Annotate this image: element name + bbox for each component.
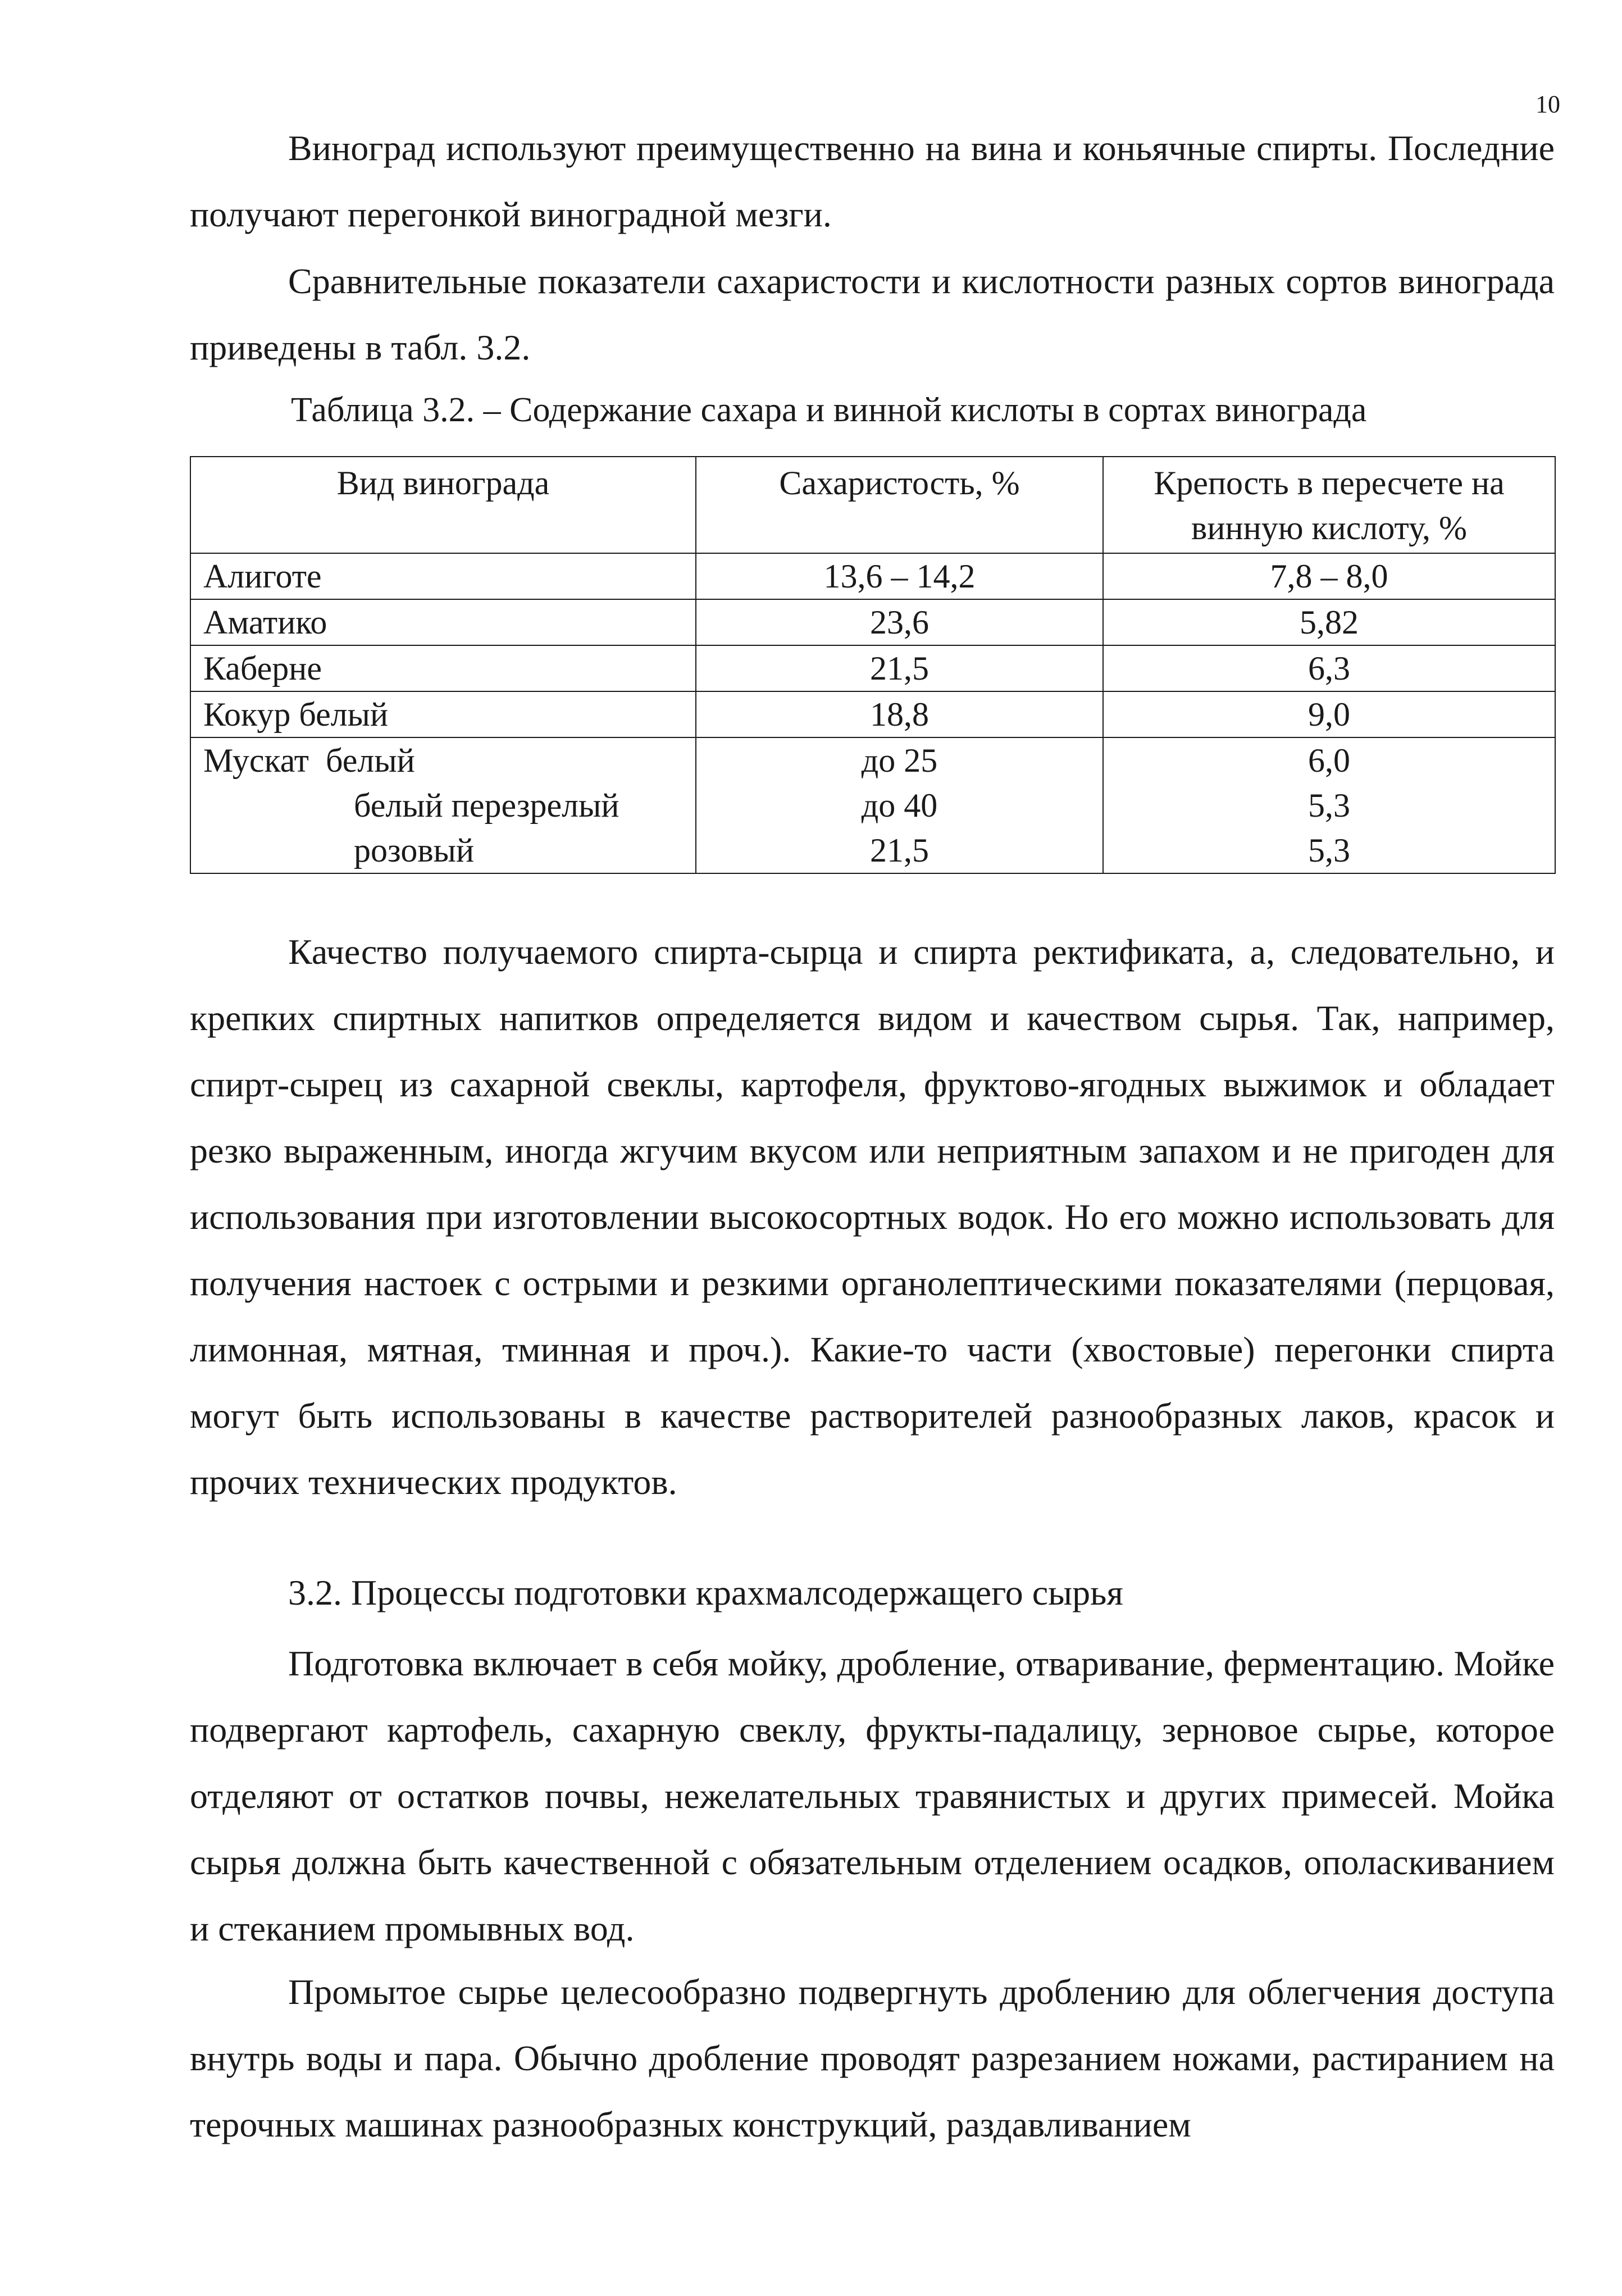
cell-sugar: 23,6 (696, 599, 1103, 645)
header-acid: Крепость в пересчете на винную кислоту, % (1103, 457, 1555, 553)
section-heading: 3.2. Процессы подготовки крахмалсодержащего сырья (288, 1573, 1123, 1612)
cell-variety: Алиготе (190, 553, 696, 599)
paragraph-spirit-quality: Качество получаемого спирта-сырца и спирта ректификата, а, следовательно, и крепких спиртных напитков определяется видом и качеством сырья. Так, например, спирт-сырец из сахарной свеклы, картофеля, фруктово-ягодных выжимок и обладает резко выраженным, иногда жгучим вкусом или неприятным запахом и не пригоден для использования при изготовлении высокосортных водок. Но его можно использовать для получения настоек с острыми и резкими органолептическими показателями (перцовая, лимонная, мятная, тминная и проч.). Какие-то части (хвостовые) перегонки спирта могут быть использованы в качестве растворителей разнообразных лаков, красок и прочих технических продуктов. (190, 932, 1555, 1502)
muscat-white-acid: 6,0 (1308, 742, 1350, 779)
cell-acid: 9,0 (1103, 691, 1555, 737)
table-caption: Таблица 3.2. – Содержание сахара и винной кислоты в сортах винограда (291, 391, 1367, 429)
muscat-pink-label: розовый (354, 832, 475, 869)
muscat-white-sugar: до 25 (861, 742, 938, 779)
cell-variety: Аматико (190, 599, 696, 645)
cell-variety: Кокур белый (190, 691, 696, 737)
muscat-overripe-label: белый перезрелый (354, 787, 619, 824)
muscat-overripe-acid: 5,3 (1308, 787, 1350, 824)
cell-acid-muscat (1103, 737, 1555, 873)
table-header-row (190, 457, 1555, 553)
header-variety: Вид винограда (190, 457, 696, 553)
table-row-muscat (190, 737, 1555, 873)
table-row (190, 645, 1555, 691)
page-number: 10 (1536, 90, 1560, 118)
table-row (190, 553, 1555, 599)
cell-sugar: 21,5 (696, 645, 1103, 691)
muscat-overripe-sugar: до 40 (861, 787, 938, 824)
cell-acid: 7,8 – 8,0 (1103, 553, 1555, 599)
cell-sugar-muscat (696, 737, 1103, 873)
cell-variety-muscat (190, 737, 696, 873)
table-row (190, 599, 1555, 645)
paragraph-grape-usage: Виноград используют преимущественно на вина и коньячные спирты. Последние получают перегонкой виноградной мезги. (190, 128, 1555, 234)
cell-variety: Каберне (190, 645, 696, 691)
muscat-white-label: Мускат белый (203, 742, 415, 779)
header-sugar: Сахаристость, % (696, 457, 1103, 553)
cell-acid: 5,82 (1103, 599, 1555, 645)
cell-sugar: 13,6 – 14,2 (696, 553, 1103, 599)
table-row (190, 691, 1555, 737)
muscat-pink-sugar: 21,5 (870, 832, 929, 869)
cell-acid: 6,3 (1103, 645, 1555, 691)
cell-sugar: 18,8 (696, 691, 1103, 737)
grape-sugar-acid-table (190, 456, 1556, 874)
paragraph-preparation: Подготовка включает в себя мойку, дробление, отваривание, ферментацию. Мойке подвергают картофель, сахарную свеклу, фрукты-падалицу, зерновое сырье, которое отделяют от остатков почвы, нежелательных травянистых и других примесей. Мойка сырья должна быть качественной с обязательным отделением осадков, ополаскиванием и стеканием промывных вод. (190, 1643, 1555, 1948)
paragraph-table-reference: Сравнительные показатели сахаристости и кислотности разных сортов винограда приведены в табл. 3.2. (190, 261, 1555, 367)
muscat-pink-acid: 5,3 (1308, 832, 1350, 869)
paragraph-crushing: Промытое сырье целесообразно подвергнуть дроблению для облегчения доступа внутрь воды и пара. Обычно дробление проводят разрезанием ножами, растиранием на терочных машинах разнообразных конструкций, раздавливанием (190, 1972, 1555, 2144)
